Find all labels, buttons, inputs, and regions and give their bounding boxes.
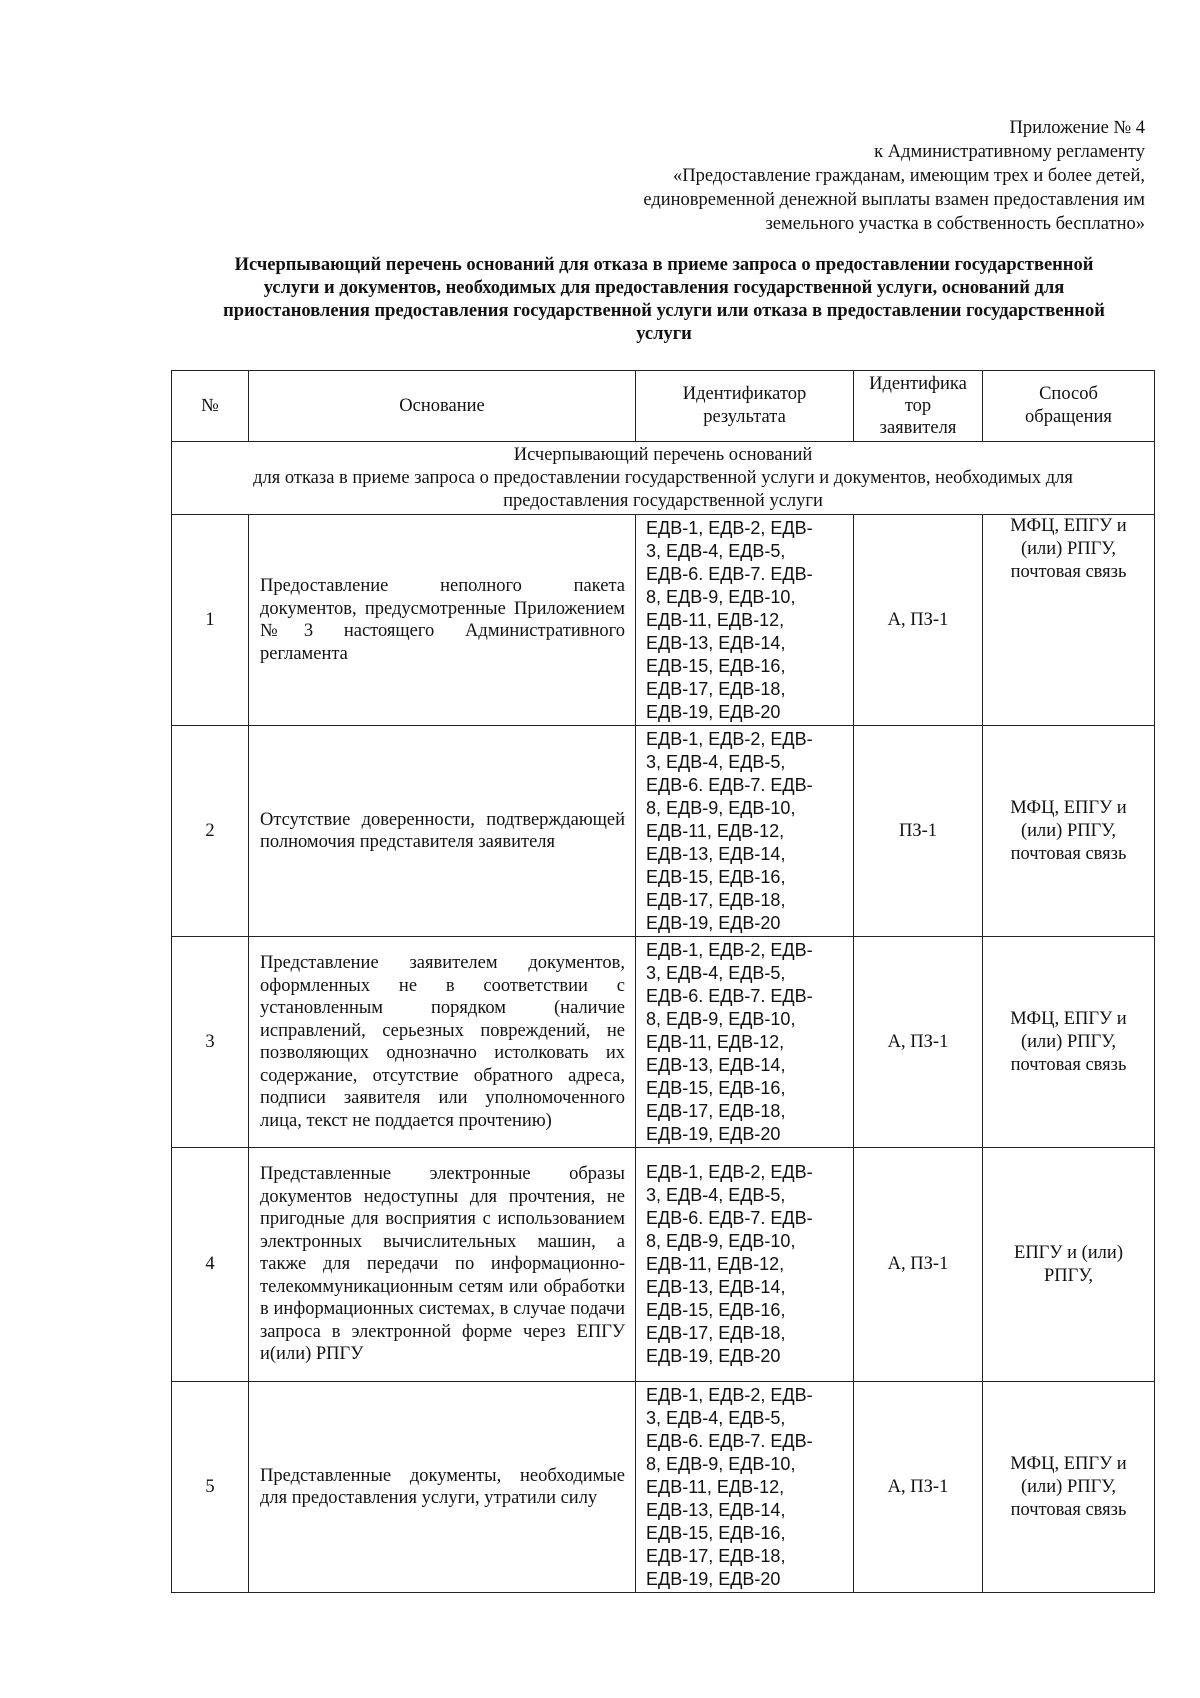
row-number: 4 <box>172 1148 249 1382</box>
table-row <box>172 515 1155 726</box>
row-result-ids <box>636 515 854 726</box>
result-id-line: 8, ЕДВ-9, ЕДВ-10, <box>646 586 796 607</box>
row-basis: Представленные электронные образы документов недоступны для прочтения, не пригодные для восприятия с использованием электронных вычислительных машин, а также для передачи по информационно-телекоммуникационным сетям или обработки в информационных системах, в случае подачи запроса в электронной форме через ЕПГУ и(или) РПГУ <box>249 1148 636 1382</box>
result-id-line: 8, ЕДВ-9, ЕДВ-10, <box>646 1231 796 1251</box>
result-id-line: ЕДВ-11, ЕДВ-12, <box>646 1254 785 1274</box>
result-id-line: ЕДВ-13, ЕДВ-14, <box>646 1054 786 1075</box>
result-id-line: ЕДВ-11, ЕДВ-12, <box>646 820 785 841</box>
result-id-line: ЕДВ-15, ЕДВ-16, <box>646 866 786 887</box>
table-row <box>172 937 1155 1148</box>
result-id-line: ЕДВ-19, ЕДВ-20 <box>646 1568 781 1589</box>
result-id-line: ЕДВ-15, ЕДВ-16, <box>646 1077 786 1098</box>
section-heading <box>172 442 1155 515</box>
table-header-row <box>172 371 1155 442</box>
row-result-ids <box>636 937 854 1148</box>
channel-line: РПГУ, <box>1043 1265 1094 1286</box>
channel-line: (или) РПГУ, <box>1020 1476 1117 1497</box>
row-channel <box>983 1148 1155 1382</box>
row-result-ids <box>636 726 854 937</box>
row-channel <box>983 726 1155 937</box>
table-row <box>172 1148 1155 1382</box>
header-channel <box>983 371 1155 442</box>
section-heading-line: Исчерпывающий перечень оснований <box>513 444 813 465</box>
channel-line: (или) РПГУ, <box>1020 1031 1117 1052</box>
row-applicant-id: А, ПЗ-1 <box>854 1382 983 1593</box>
result-id-line: ЕДВ-17, ЕДВ-18, <box>646 1545 786 1566</box>
result-id-line: ЕДВ-17, ЕДВ-18, <box>646 1323 786 1343</box>
result-id-line: ЕДВ-11, ЕДВ-12, <box>646 1476 785 1497</box>
result-id-line: ЕДВ-15, ЕДВ-16, <box>646 655 786 676</box>
row-number: 2 <box>172 726 249 937</box>
header-applicant-id-line: тор <box>904 396 932 416</box>
result-id-line: ЕДВ-19, ЕДВ-20 <box>646 912 781 933</box>
result-id-line: ЕДВ-13, ЕДВ-14, <box>646 1499 786 1520</box>
table-row <box>172 726 1155 937</box>
result-id-line: 3, ЕДВ-4, ЕДВ-5, <box>646 1185 786 1205</box>
row-basis: Представленные документы, необходимые для предоставления услуги, утратили силу <box>249 1382 636 1593</box>
channel-line: почтовая связь <box>1010 1054 1127 1075</box>
result-id-line: ЕДВ-15, ЕДВ-16, <box>646 1522 786 1543</box>
row-number: 5 <box>172 1382 249 1593</box>
result-id-line: ЕДВ-13, ЕДВ-14, <box>646 1277 786 1297</box>
header-result-id-line: результата <box>703 407 786 427</box>
result-id-line: ЕДВ-15, ЕДВ-16, <box>646 1300 786 1320</box>
title-line: услуги <box>636 324 692 344</box>
result-id-line: 3, ЕДВ-4, ЕДВ-5, <box>646 751 786 772</box>
result-id-line: ЕДВ-6. ЕДВ-7. ЕДВ- <box>646 1208 813 1228</box>
channel-line: МФЦ, ЕПГУ и <box>1010 1008 1127 1029</box>
section-heading-line: предоставления государственной услуги <box>503 490 823 511</box>
result-id-line: 8, ЕДВ-9, ЕДВ-10, <box>646 797 796 818</box>
appendix-line: к Административному регламенту <box>874 142 1145 162</box>
row-applicant-id: А, ПЗ-1 <box>854 1148 983 1382</box>
result-id-line: ЕДВ-19, ЕДВ-20 <box>646 1346 781 1366</box>
channel-line: почтовая связь <box>1010 562 1127 582</box>
header-channel-line: Способ <box>1039 384 1098 404</box>
result-id-line: ЕДВ-6. ЕДВ-7. ЕДВ- <box>646 774 813 795</box>
title-line: услуги и документов, необходимых для предоставления государственной услуги, оснований для <box>263 278 1065 298</box>
result-id-line: ЕДВ-1, ЕДВ-2, ЕДВ- <box>646 939 813 960</box>
channel-line: почтовая связь <box>1010 1499 1127 1520</box>
channel-line: МФЦ, ЕПГУ и <box>1010 1453 1127 1474</box>
channel-line: МФЦ, ЕПГУ и <box>1010 797 1127 818</box>
channel-line: МФЦ, ЕПГУ и <box>1010 516 1127 536</box>
channel-line: (или) РПГУ, <box>1020 539 1117 559</box>
result-id-line: ЕДВ-13, ЕДВ-14, <box>646 632 786 653</box>
header-result-id-line: Идентификатор <box>682 384 807 404</box>
result-id-line: ЕДВ-6. ЕДВ-7. ЕДВ- <box>646 1430 813 1451</box>
appendix-line: земельного участка в собственность бесплатно» <box>765 214 1145 234</box>
header-no: № <box>172 371 249 442</box>
row-basis: Предоставление неполного пакета документов, предусмотренные Приложением №3 настоящего Административного регламента <box>249 515 636 726</box>
table-row <box>172 1382 1155 1593</box>
row-number: 3 <box>172 937 249 1148</box>
row-applicant-id: ПЗ-1 <box>854 726 983 937</box>
result-id-line: 8, ЕДВ-9, ЕДВ-10, <box>646 1453 796 1474</box>
header-channel-line: обращения <box>1025 407 1112 427</box>
result-id-line: ЕДВ-19, ЕДВ-20 <box>646 701 781 722</box>
result-id-line: ЕДВ-1, ЕДВ-2, ЕДВ- <box>646 1162 813 1182</box>
result-id-line: ЕДВ-11, ЕДВ-12, <box>646 1031 785 1052</box>
row-channel <box>983 937 1155 1148</box>
appendix-line: Приложение № 4 <box>1009 118 1145 138</box>
title-line: Исчерпывающий перечень оснований для отказа в приеме запроса о предоставлении государственной <box>234 255 1094 275</box>
result-id-line: ЕДВ-6. ЕДВ-7. ЕДВ- <box>646 563 813 584</box>
document-title <box>170 254 1158 346</box>
result-id-line: ЕДВ-13, ЕДВ-14, <box>646 843 786 864</box>
row-basis: Отсутствие доверенности, подтверждающей полномочия представителя заявителя <box>249 726 636 937</box>
result-id-line: ЕДВ-11, ЕДВ-12, <box>646 609 785 630</box>
section-heading-line: для отказа в приеме запроса о предоставлении государственной услуги и документов, необходимых для <box>253 467 1073 488</box>
row-channel <box>983 1382 1155 1593</box>
header-applicant-id-line: заявителя <box>879 418 957 438</box>
result-id-line: ЕДВ-1, ЕДВ-2, ЕДВ- <box>646 728 813 749</box>
row-number: 1 <box>172 515 249 726</box>
result-id-line: 3, ЕДВ-4, ЕДВ-5, <box>646 962 786 983</box>
section-row <box>172 442 1155 515</box>
header-applicant-id <box>854 371 983 442</box>
appendix-line: единовременной денежной выплаты взамен предоставления им <box>643 190 1145 210</box>
row-channel <box>983 515 1155 726</box>
grounds-table <box>171 370 1155 1593</box>
channel-line: (или) РПГУ, <box>1020 820 1117 841</box>
channel-line: ЕПГУ и (или) <box>1014 1242 1123 1263</box>
header-result-id <box>636 371 854 442</box>
result-id-line: 3, ЕДВ-4, ЕДВ-5, <box>646 540 786 561</box>
result-id-line: 3, ЕДВ-4, ЕДВ-5, <box>646 1407 786 1428</box>
result-id-line: ЕДВ-17, ЕДВ-18, <box>646 1100 786 1121</box>
result-id-line: ЕДВ-17, ЕДВ-18, <box>646 889 786 910</box>
header-applicant-id-line: Идентифика <box>869 374 967 394</box>
appendix-line: «Предоставление гражданам, имеющим трех и более детей, <box>673 166 1145 186</box>
row-applicant-id: А, ПЗ-1 <box>854 937 983 1148</box>
result-id-line: ЕДВ-19, ЕДВ-20 <box>646 1123 781 1144</box>
row-result-ids <box>636 1382 854 1593</box>
row-basis: Представление заявителем документов, оформленных не в соответствии с установленным порядком (наличие исправлений, серьезных повреждений, не позволяющих однозначно истолковать их содержание, отсутствие обратного адреса, подписи заявителя или уполномоченного лица, текст не поддается прочтению) <box>249 937 636 1148</box>
channel-line: почтовая связь <box>1010 843 1127 864</box>
header-basis: Основание <box>249 371 636 442</box>
title-line: приостановления предоставления государственной услуги или отказа в предоставлении государственной <box>223 301 1105 321</box>
result-id-line: 8, ЕДВ-9, ЕДВ-10, <box>646 1008 796 1029</box>
appendix-header <box>425 116 1145 236</box>
result-id-line: ЕДВ-17, ЕДВ-18, <box>646 678 786 699</box>
result-id-line: ЕДВ-1, ЕДВ-2, ЕДВ- <box>646 1384 813 1405</box>
result-id-line: ЕДВ-6. ЕДВ-7. ЕДВ- <box>646 985 813 1006</box>
result-id-line: ЕДВ-1, ЕДВ-2, ЕДВ- <box>646 517 813 538</box>
row-result-ids <box>636 1148 854 1382</box>
row-applicant-id: А, ПЗ-1 <box>854 515 983 726</box>
